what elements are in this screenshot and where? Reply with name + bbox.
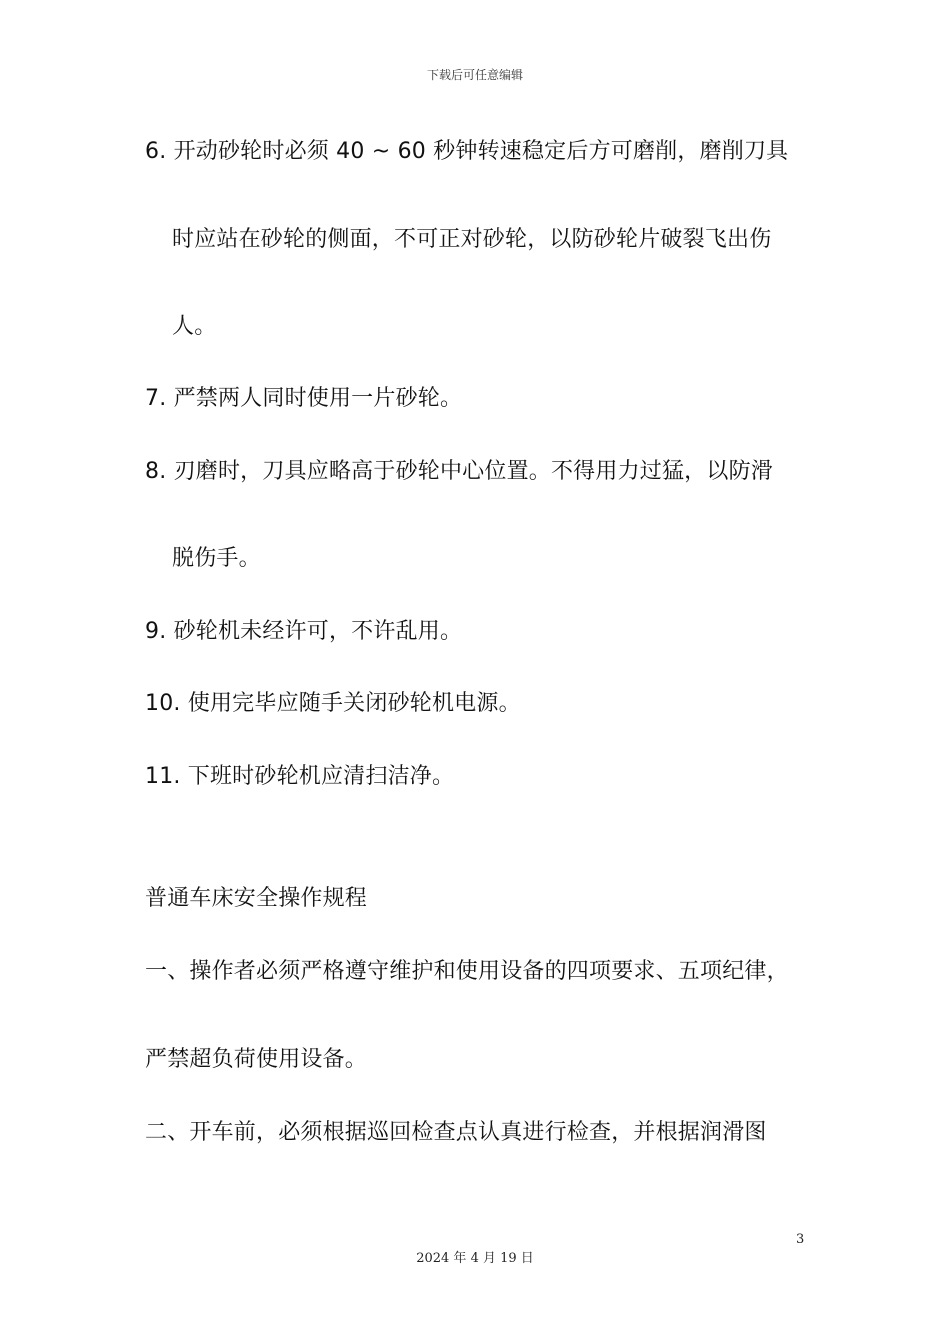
footer-date: 2024 年 4 月 19 日 — [416, 1251, 534, 1266]
list-item-6-line-1: 6. 开动砂轮时必须 40 ~ 60 秒钟转速稳定后方可磨削，磨削刀具 — [145, 139, 789, 164]
list-item-8-line-1: 8. 刃磨时，刀具应略高于砂轮中心位置。不得用力过猛，以防滑 — [145, 459, 773, 484]
list-item-6-line-3: 人。 — [172, 314, 217, 339]
section-heading: 普通车床安全操作规程 — [145, 886, 368, 911]
list-item-6-line-2: 时应站在砂轮的侧面，不可正对砂轮，以防砂轮片破裂飞出伤 — [172, 227, 772, 252]
list-item-7: 7. 严禁两人同时使用一片砂轮。 — [145, 386, 463, 411]
list-item-9: 9. 砂轮机未经许可，不许乱用。 — [145, 619, 463, 644]
page-number: 3 — [796, 1232, 805, 1247]
list-item-10: 10. 使用完毕应随手关闭砂轮机电源。 — [145, 691, 521, 716]
header-note: 下载后可任意编辑 — [426, 68, 523, 82]
rule-1-line-1: 一、操作者必须严格遵守维护和使用设备的四项要求、五项纪律， — [145, 959, 789, 984]
list-item-11: 11. 下班时砂轮机应清扫洁净。 — [145, 764, 455, 789]
list-item-8-line-2: 脱伤手。 — [172, 546, 261, 571]
rule-1-line-2: 严禁超负荷使用设备。 — [145, 1047, 368, 1072]
rule-2-line-1: 二、开车前，必须根据巡回检查点认真进行检查，并根据润滑图 — [145, 1120, 767, 1145]
